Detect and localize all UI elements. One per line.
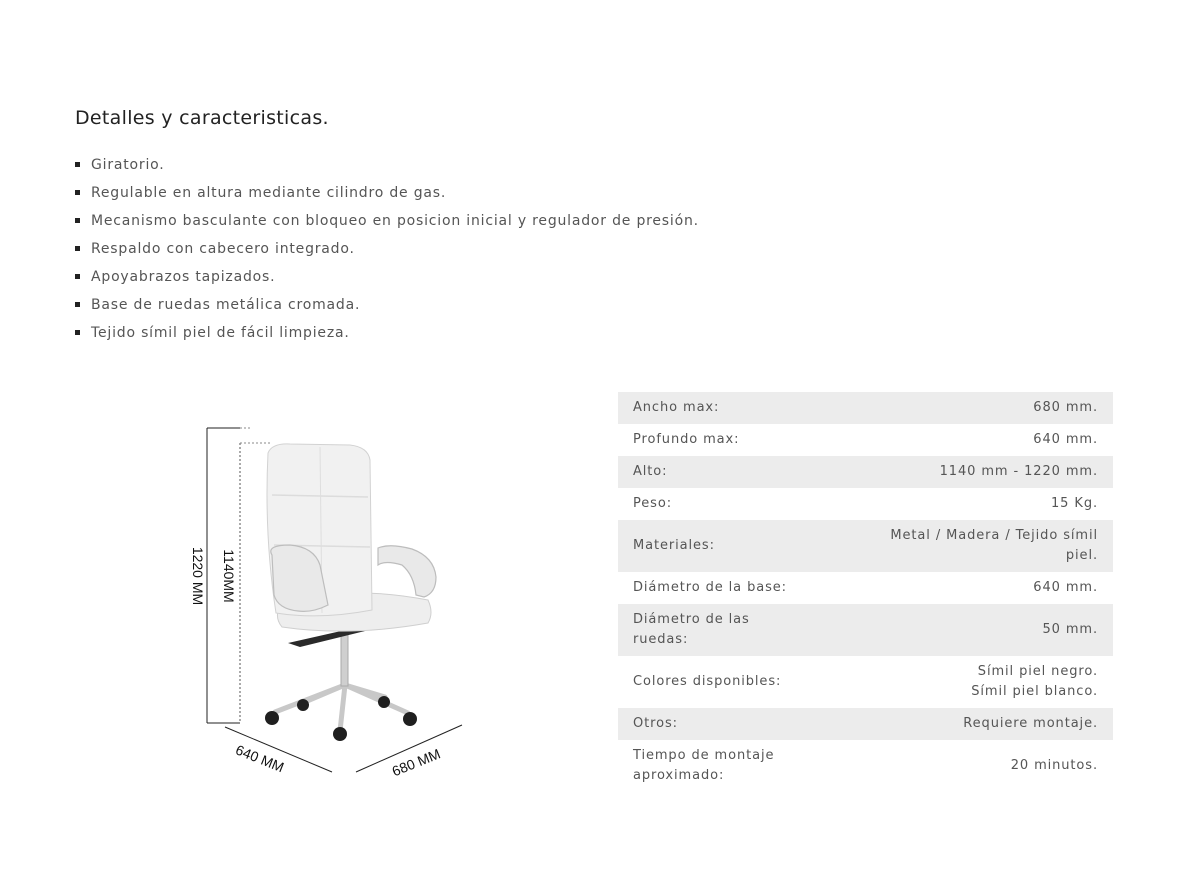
dimension-label-total-height: 1220 MM — [190, 546, 206, 606]
table-row — [618, 520, 1113, 572]
spec-value — [823, 656, 1113, 708]
spec-value: 1140 mm - 1220 mm. — [823, 456, 1113, 488]
spec-label: Tiempo de montaje aproximado: — [633, 748, 775, 783]
list-item — [75, 211, 699, 239]
table-row — [618, 572, 1113, 604]
list-item — [75, 295, 699, 323]
spec-value: 50 mm. — [823, 604, 1113, 656]
spec-label: Ancho max: — [618, 392, 823, 424]
specs-table — [618, 392, 1113, 792]
spec-label: Diámetro de la base: — [633, 580, 787, 595]
list-item — [75, 267, 699, 295]
spec-value: 640 mm. — [1033, 432, 1098, 447]
spec-label: Otros: — [618, 708, 823, 740]
spec-label: Profundo max: — [633, 432, 740, 447]
section-heading: Detalles y caracteristicas. — [75, 107, 329, 129]
bullet-icon — [75, 218, 80, 223]
dimension-label-seat-height: 1140MM — [221, 549, 237, 603]
table-row — [618, 392, 1113, 424]
spec-label: Peso: — [633, 496, 672, 511]
bullet-icon — [75, 274, 80, 279]
feature-text: Regulable en altura mediante cilindro de gas. — [91, 185, 447, 201]
spec-value-line: Símil piel negro. — [977, 664, 1098, 679]
chair-dimensions-figure — [180, 415, 480, 785]
list-item — [75, 323, 699, 351]
table-row — [618, 740, 1113, 792]
spec-label: Materiales: — [618, 520, 823, 572]
table-row — [618, 424, 1113, 456]
list-item — [75, 239, 699, 267]
spec-value: Requiere montaje. — [823, 708, 1113, 740]
feature-text: Apoyabrazos tapizados. — [91, 269, 276, 285]
spec-label: Diámetro de las ruedas: — [618, 604, 823, 656]
feature-text: Giratorio. — [91, 157, 165, 173]
features-list — [75, 155, 699, 351]
bullet-icon — [75, 162, 80, 167]
table-row — [618, 456, 1113, 488]
spec-value: 640 mm. — [1033, 580, 1098, 595]
dimension-label-width: 680 MM — [389, 745, 443, 780]
spec-value: 20 minutos. — [1010, 758, 1098, 773]
bullet-icon — [75, 190, 80, 195]
feature-text: Mecanismo basculante con bloqueo en posicion inicial y regulador de presión. — [91, 213, 699, 229]
bullet-icon — [75, 302, 80, 307]
spec-value: 680 mm. — [823, 392, 1113, 424]
feature-text: Respaldo con cabecero integrado. — [91, 241, 355, 257]
spec-label: Alto: — [618, 456, 823, 488]
bullet-icon — [75, 330, 80, 335]
spec-value: Metal / Madera / Tejido símil piel. — [823, 520, 1113, 572]
table-row — [618, 604, 1113, 656]
feature-text: Tejido símil piel de fácil limpieza. — [91, 325, 350, 341]
table-row — [618, 656, 1113, 708]
dimension-label-depth: 640 MM — [233, 741, 287, 776]
spec-value: 15 Kg. — [1051, 496, 1098, 511]
list-item — [75, 183, 699, 211]
chair-illustration — [180, 415, 480, 785]
table-row — [618, 488, 1113, 520]
feature-text: Base de ruedas metálica cromada. — [91, 297, 361, 313]
spec-value-line: Símil piel blanco. — [971, 684, 1098, 699]
list-item — [75, 155, 699, 183]
table-row — [618, 708, 1113, 740]
bullet-icon — [75, 246, 80, 251]
spec-label: Colores disponibles: — [633, 674, 782, 689]
